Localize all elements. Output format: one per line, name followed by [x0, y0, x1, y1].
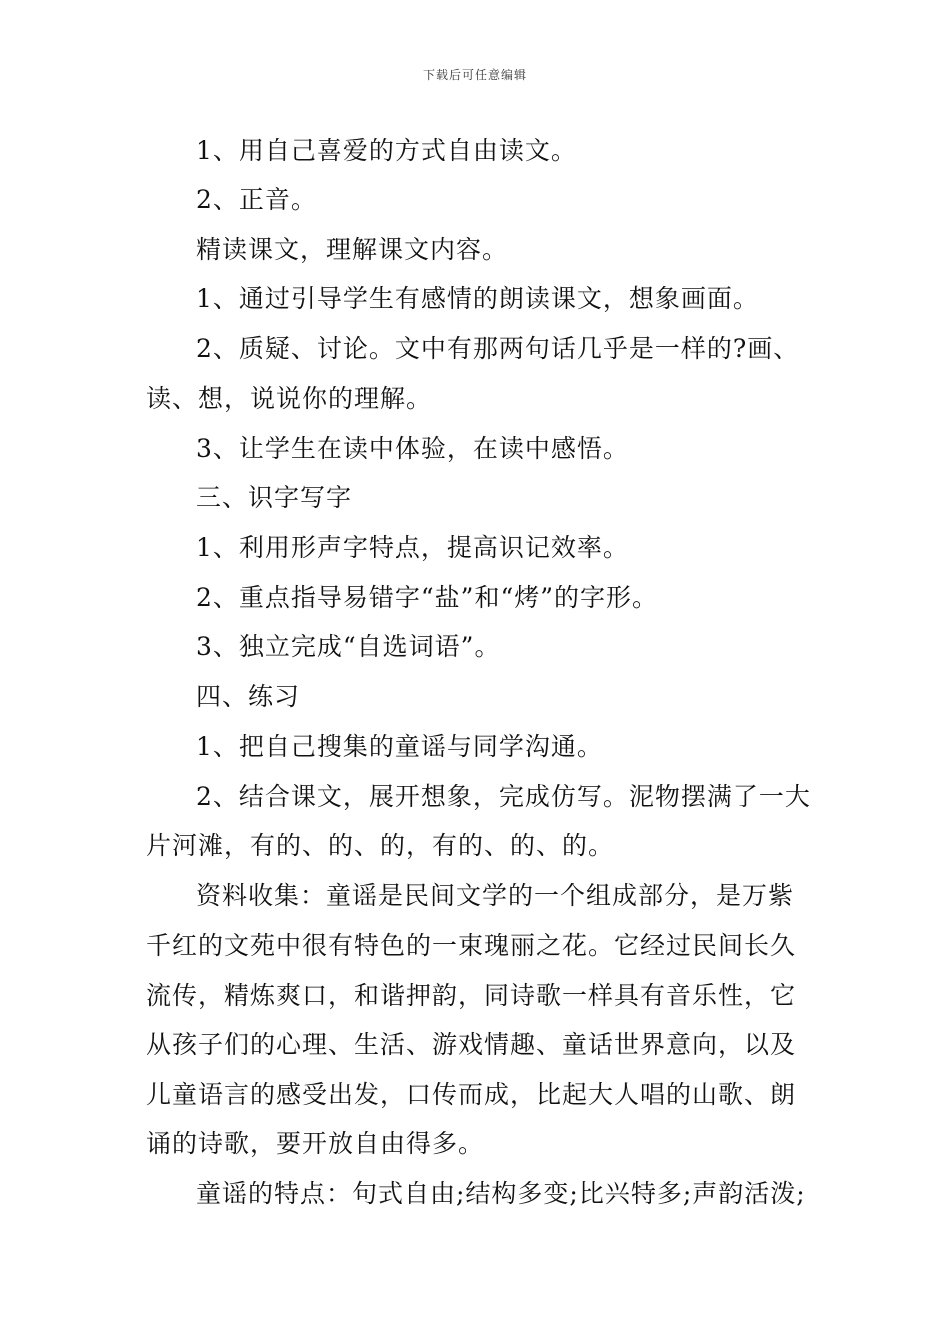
text-line: 1、利用形声字特点，提高识记效率。: [196, 533, 629, 562]
text-line: 2、正音。: [196, 185, 317, 214]
text-line: 从孩子们的心理、生活、游戏情趣、童话世界意向，以及: [146, 1030, 797, 1059]
section-heading: 三、识字写字: [196, 483, 353, 512]
page-header: 下载后可任意编辑: [422, 68, 527, 82]
text-line: 读、想，说说你的理解。: [146, 384, 433, 413]
text-line: 3、独立完成“自选词语”。: [196, 632, 501, 661]
text-line: 1、用自己喜爱的方式自由读文。: [196, 136, 577, 165]
text-line: 2、结合课文，展开想象，完成仿写。泥物摆满了一大: [196, 782, 811, 811]
text-line: 1、把自己搜集的童谣与同学沟通。: [196, 732, 603, 761]
text-line: 2、质疑、讨论。文中有那两句话几乎是一样的?画、: [196, 334, 800, 363]
text-line: 2、重点指导易错字“盐”和“烤”的字形。: [196, 583, 659, 612]
text-line: 资料收集：童谣是民间文学的一个组成部分，是万紫: [196, 881, 795, 910]
section-heading: 四、练习: [196, 682, 301, 711]
text-line: 1、通过引导学生有感情的朗读课文，想象画面。: [196, 284, 759, 313]
text-line: 3、让学生在读中体验，在读中感悟。: [196, 434, 629, 463]
text-line: 流传，精炼爽口，和谐押韵，同诗歌一样具有音乐性，它: [146, 981, 797, 1010]
text-line: 儿童语言的感受出发，口传而成，比起大人唱的山歌、朗: [146, 1080, 797, 1109]
text-line: 片河滩，有的、的、的，有的、的、的。: [146, 831, 615, 860]
text-line: 诵的诗歌，要开放自由得多。: [146, 1129, 485, 1158]
text-line: 童谣的特点：句式自由;结构多变;比兴特多;声韵活泼;: [196, 1179, 806, 1208]
text-line: 千红的文苑中很有特色的一束瑰丽之花。它经过民间长久: [146, 931, 797, 960]
text-line: 精读课文，理解课文内容。: [196, 235, 509, 264]
